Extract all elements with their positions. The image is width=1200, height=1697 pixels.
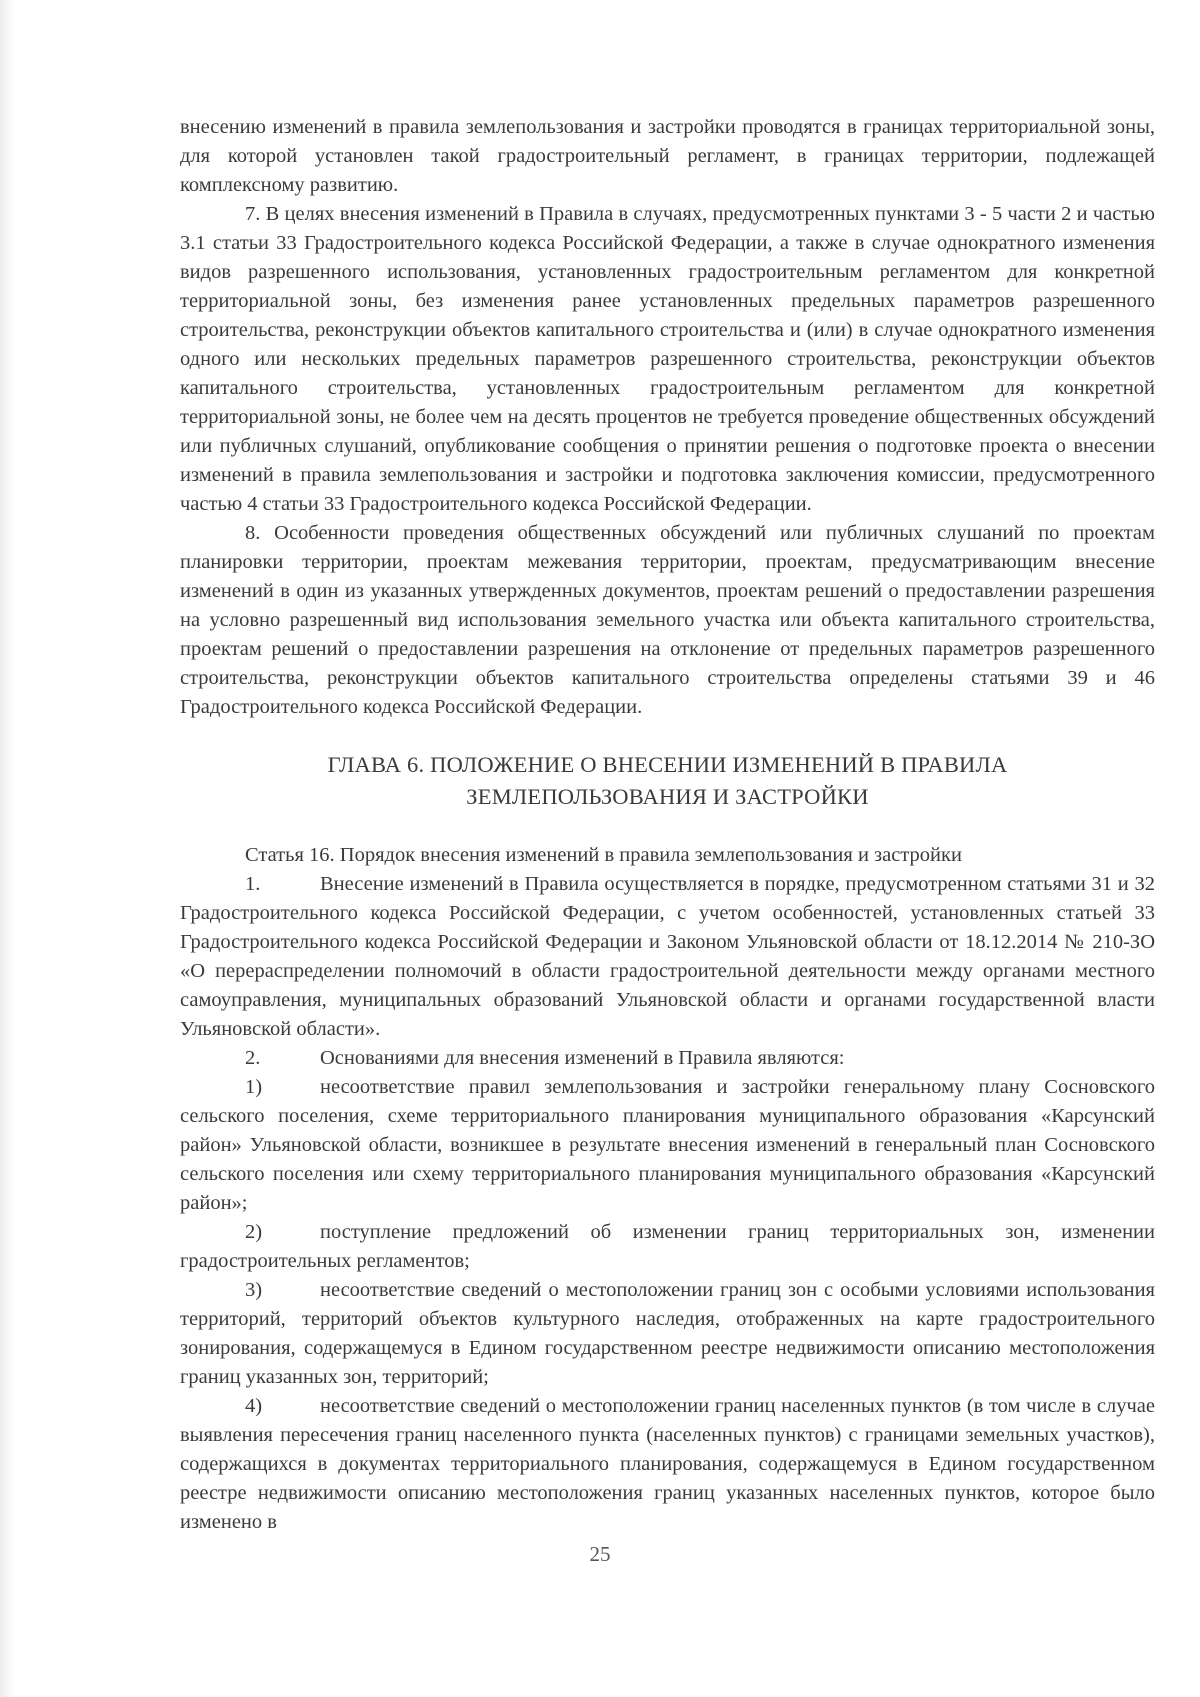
subitem-text: несоответствие правил землепользования и застройки генеральному плану Сосновского сельского поселения, схеме территориального планирования муниципального образования «Карсунский район» Ульяновской области, возникшее в результате внесения изменений в генеральный план Сосновского сельского поселения или схему территориального планирования муниципального образования «Карсунский район»; xyxy=(180,1076,1155,1214)
subitem-text: несоответствие сведений о местоположении границ населенных пунктов (в том числе в случае выявления пересечения границ населенного пункта (населенных пунктов) с границами земельных участков), содержащихся в документах территориального планирования, содержащемуся в Едином государственном реестре недвижимости описанию местоположения границ указанных населенных пунктов, которое было изменено в xyxy=(180,1395,1155,1533)
article-subitem-3 xyxy=(180,1276,1155,1392)
page-content xyxy=(180,113,1155,1537)
subitem-number: 1) xyxy=(245,1076,263,1098)
page-number: 25 xyxy=(589,1542,611,1566)
chapter-heading xyxy=(180,749,1155,813)
subitem-number: 2) xyxy=(245,1221,263,1243)
item-number: 2. xyxy=(245,1047,261,1069)
article-subitem-4 xyxy=(180,1392,1155,1537)
article-item-1 xyxy=(180,870,1155,1044)
subitem-number: 3) xyxy=(245,1279,263,1301)
subitem-text: поступление предложений об изменении границ территориальных зон, изменении градостроительных регламентов; xyxy=(180,1221,1155,1272)
paragraph-7: 7. В целях внесения изменений в Правила в случаях, предусмотренных пунктами 3 - 5 части 2 и частью 3.1 статьи 33 Градостроительного кодекса Российской Федерации, а также в случае однократного изменения видов разрешенного использования, установленных градостроительным регламентом для конкретной территориальной зоны, без изменения ранее установленных предельных параметров разрешенного строительства, реконструкции объектов капитального строительства и (или) в случае однократного изменения одного или нескольких предельных параметров разрешенного строительства, реконструкции объектов капитального строительства, установленных градостроительным регламентом для конкретной территориальной зоны, не более чем на десять процентов не требуется проведение общественных обсуждений или публичных слушаний, опубликование сообщения о принятии решения о подготовке проекта о внесении изменений в правила землепользования и застройки и подготовка заключения комиссии, предусмотренного частью 4 статьи 33 Градостроительного кодекса Российской Федерации. xyxy=(180,203,1155,515)
chapter-heading-line-2: ЗЕМЛЕПОЛЬЗОВАНИЯ И ЗАСТРОЙКИ xyxy=(466,784,869,809)
article-subitem-1 xyxy=(180,1073,1155,1218)
article-item-2 xyxy=(180,1044,1155,1073)
item-number: 1. xyxy=(245,873,261,895)
paragraph-continuation: внесению изменений в правила землепользования и застройки проводятся в границах территориальной зоны, для которой установлен такой градостроительный регламент, в границах территории, подлежащей комплексному развитию. xyxy=(180,116,1155,196)
article-title: Статья 16. Порядок внесения изменений в правила землепользования и застройки xyxy=(245,844,962,866)
subitem-text: несоответствие сведений о местоположении границ зон с особыми условиями использования территорий, территорий объектов культурного наследия, отображенных на карте градостроительного зонирования, содержащемуся в Едином государственном реестре недвижимости описанию местоположения границ указанных зон, территорий; xyxy=(180,1279,1155,1388)
subitem-number: 4) xyxy=(245,1395,263,1417)
item-text: Внесение изменений в Правила осуществляется в порядке, предусмотренном статьями 31 и 32 Градостроительного кодекса Российской Федерации, с учетом особенностей, установленных статьей 33 Градостроительного кодекса Российской Федерации и Законом Ульяновской области от 18.12.2014 № 210-ЗО «О перераспределении полномочий в области градостроительной деятельности между органами местного самоуправления, муниципальных образований Ульяновской области и органами государственной власти Ульяновской области». xyxy=(180,873,1155,1040)
chapter-heading-line-1: ГЛАВА 6. ПОЛОЖЕНИЕ О ВНЕСЕНИИ ИЗМЕНЕНИЙ В ПРАВИЛА xyxy=(327,752,1008,777)
article-subitem-2 xyxy=(180,1218,1155,1276)
scan-edge-shadow xyxy=(0,0,14,1697)
paragraph-8: 8. Особенности проведения общественных обсуждений или публичных слушаний по проектам планировки территории, проектам межевания территории, проектам, предусматривающим внесение изменений в один из указанных утвержденных документов, проектам решений о предоставлении разрешения на условно разрешенный вид использования земельного участка или объекта капитального строительства, проектам решений о предоставлении разрешения на отклонение от предельных параметров разрешенного строительства, реконструкции объектов капитального строительства определены статьями 39 и 46 Градостроительного кодекса Российской Федерации. xyxy=(180,522,1155,718)
item-text: Основаниями для внесения изменений в Правила являются: xyxy=(320,1047,845,1069)
